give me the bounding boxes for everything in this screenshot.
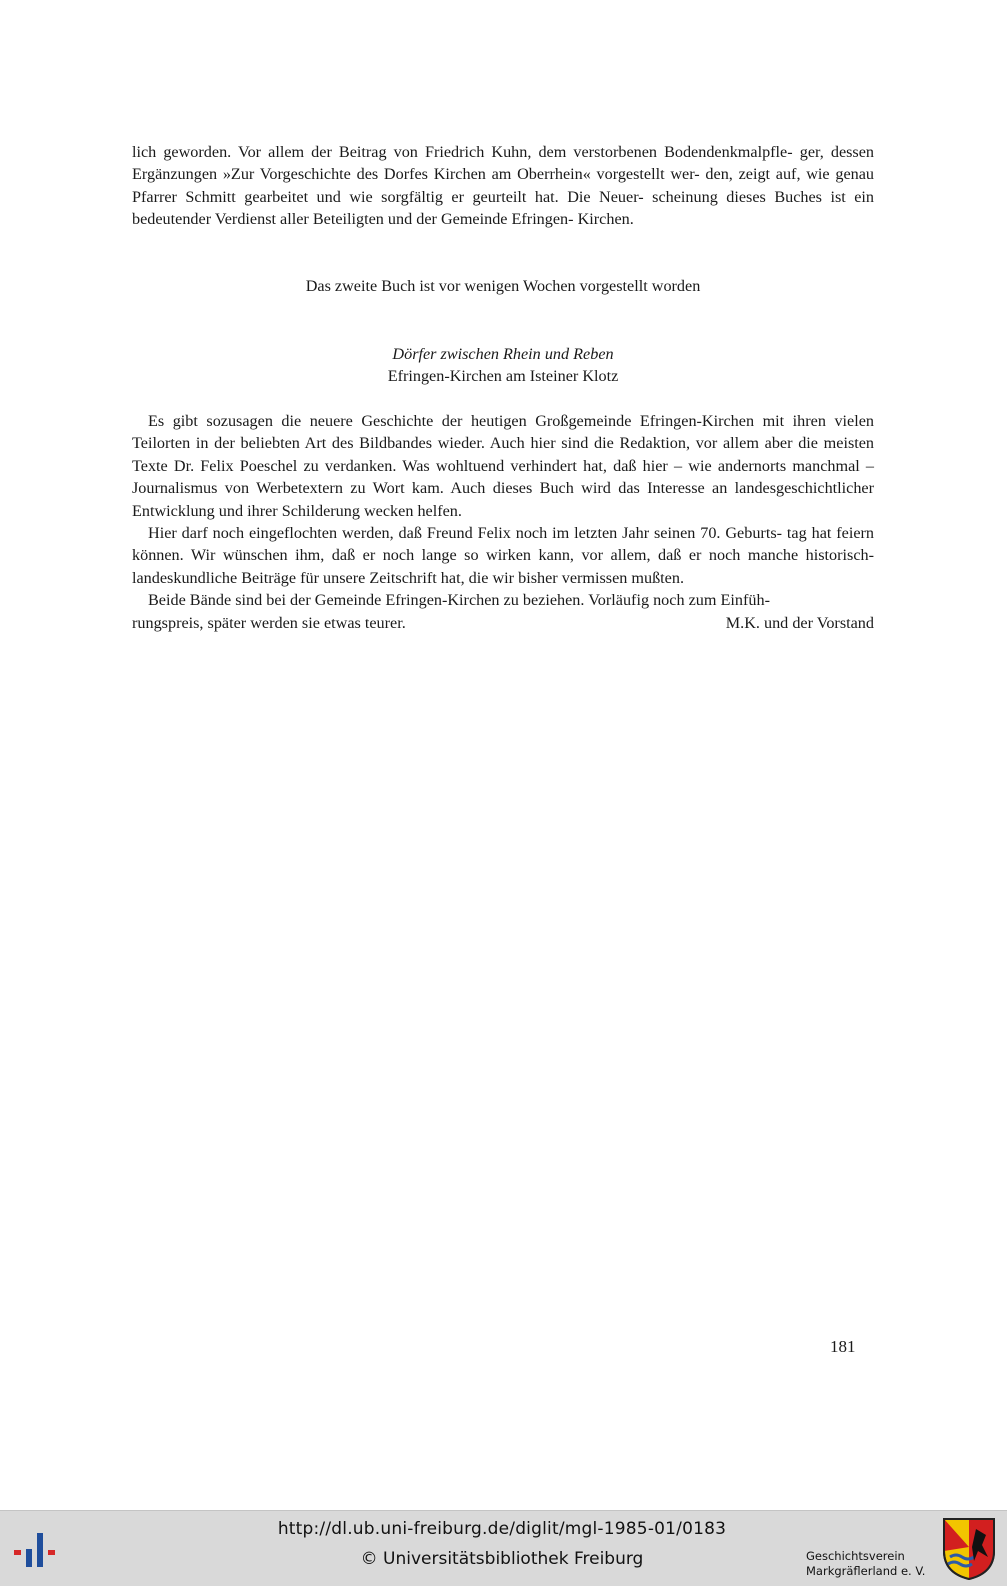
text-line: lich geworden. Vor allem der Beitrag von Friedrich Kuhn, dem verstorbenen Bodendenkmalpfle- (132, 143, 793, 161)
paragraph (132, 522, 874, 589)
main-text (132, 410, 874, 634)
text-line: aber die meisten Texte Dr. Felix Poeschel zu verdanken. Was wohltuend verhindert hat, daß hier – (132, 434, 875, 475)
text-line: Kirchen. (577, 210, 634, 229)
coat-of-arms-icon (942, 1517, 996, 1581)
paragraph-continuation (132, 141, 874, 231)
text-line: manche historisch-landeskundliche Beiträge für unsere Zeitschrift hat, die wir bisher vermissen (132, 546, 875, 587)
society-name (806, 1549, 925, 1579)
paragraph (132, 141, 874, 231)
society-line: Geschichtsverein (806, 1549, 905, 1563)
book-title: Dörfer zwischen Rhein und Reben (392, 345, 614, 363)
text-line: rungspreis, später werden sie etwas teurer. (132, 613, 406, 632)
text-line: Beide Bände sind bei der Gemeinde Efringen-Kirchen zu beziehen. Vorläufig noch zum Einfüh- (148, 591, 770, 610)
society-line: Markgräflerland e. V. (806, 1564, 926, 1578)
text-line: wie andernorts manchmal – Journalismus von Werbetextern zu Wort kam. Auch dieses Buch wird (132, 456, 875, 498)
paragraph (132, 589, 874, 611)
page-number: 181 (830, 1337, 856, 1356)
paragraph (132, 410, 874, 522)
closing-line (132, 612, 874, 634)
text-line: den, zeigt auf, wie genau Pfarrer Schmitt gearbeitet und wie sorgfältig er geurteilt hat. Die Neuer- (132, 165, 874, 206)
book-subtitle: Efringen-Kirchen am Isteiner Klotz (387, 367, 619, 385)
signature: M.K. und der Vorstand (725, 613, 874, 632)
footer-bar (0, 1510, 1007, 1586)
text-line: das Interesse an landesgeschichtlicher Entwicklung und ihrer Schilderung wecken helfen. (132, 479, 875, 520)
text-line: mußten. (631, 568, 685, 587)
section-subheading: Das zweite Buch ist vor wenigen Wochen vorgestellt worden (305, 277, 701, 295)
text-line: vielen Teilorten in der beliebten Art des Bildbandes wieder. Auch hier sind die Redaktion, vor allem (132, 412, 875, 453)
text-line: Hier darf noch eingeflochten werden, daß Freund Felix noch im letzten Jahr seinen 70. Geburts- (148, 524, 783, 543)
copyright-notice: © Universitätsbibliothek Freiburg (360, 1549, 644, 1569)
text-line: scheinung dieses Buches ist ein bedeutender Verdienst aller Beteiligten und der Gemeinde Efringen- (132, 187, 875, 229)
permalink-url[interactable]: http://dl.ub.uni-freiburg.de/diglit/mgl-1985-01/0183 (277, 1519, 727, 1539)
text-line: tag hat feiern können. Wir wünschen ihm, daß er noch lange so wirken kann, vor allem, daß er noch (132, 524, 875, 565)
ub-freiburg-logo-icon[interactable] (12, 1529, 68, 1571)
text-line: Es gibt sozusagen die neuere Geschichte der heutigen Großgemeinde Efringen-Kirchen mit ihren (148, 412, 826, 430)
text-line: ger, dessen Ergänzungen »Zur Vorgeschichte des Dorfes Kirchen am Oberrhein« vorgestellt wer- (132, 143, 875, 184)
